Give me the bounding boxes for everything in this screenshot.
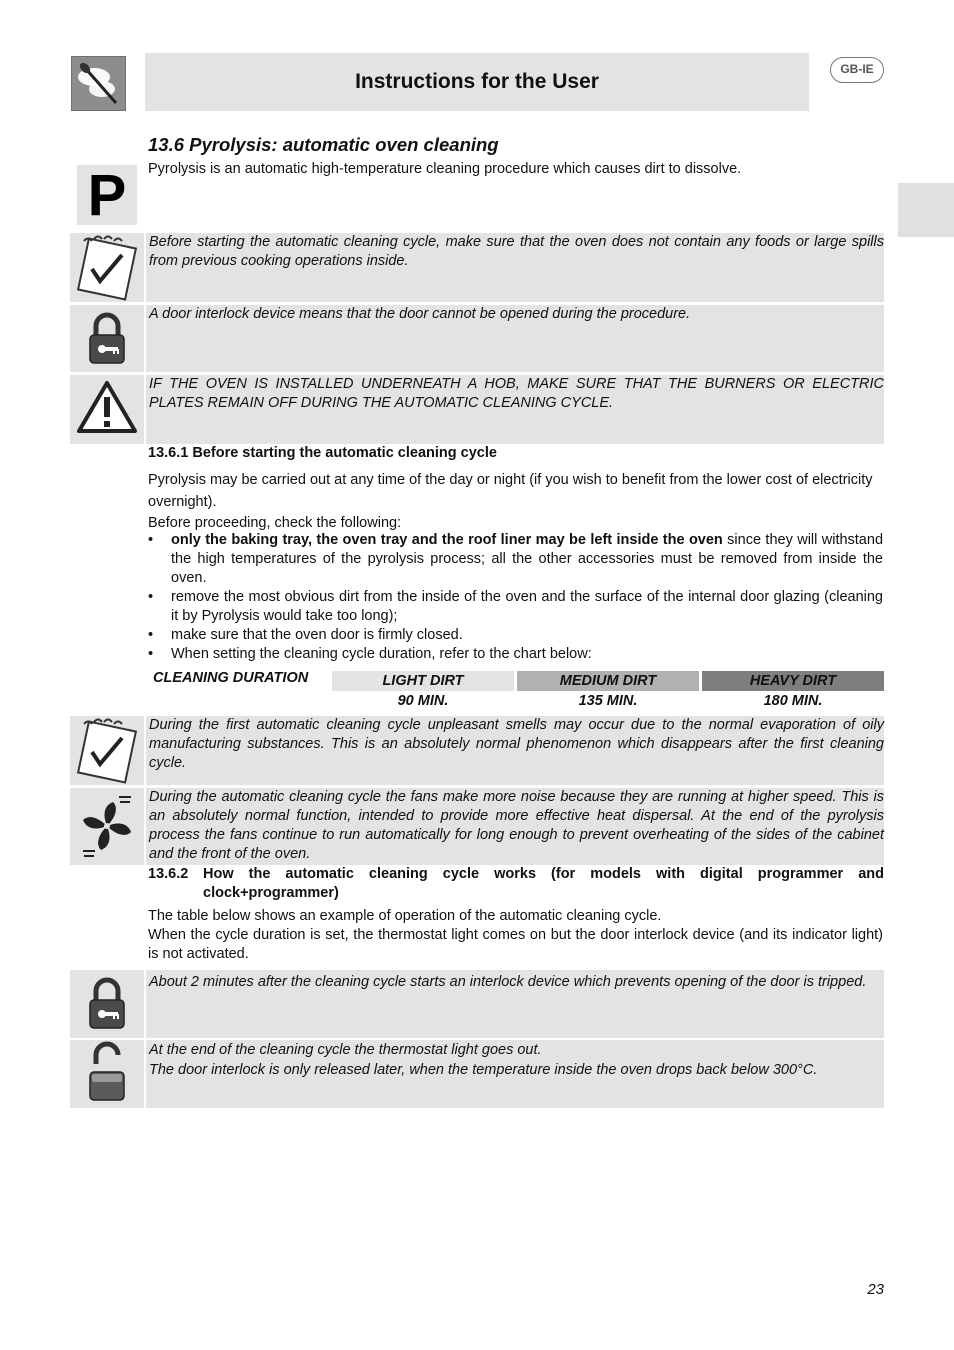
table-value-cell: 90 MIN. [397,693,449,709]
check-list [148,531,883,664]
bullet-dot: • [148,532,154,548]
note-text: The door interlock is only released later, when the temperature inside the oven drops back below 300°C. [149,1062,818,1078]
table-header-cell: MEDIUM DIRT [517,671,699,691]
list-item [148,531,883,588]
table-header-cell: LIGHT DIRT [332,671,514,691]
note-text: At the end of the cleaning cycle the thermostat light goes out. [149,1042,542,1058]
sub2-para2: When the cycle duration is set, the thermostat light comes on but the door interlock device (and its indicator light) is not activated. [148,927,883,962]
header-bar [145,53,809,111]
p-icon-letter: P [87,163,127,228]
side-tab-marker [898,183,954,237]
note-icon-cell [70,788,144,865]
page-number: 23 [867,1281,884,1298]
padlock-open-icon [70,1040,144,1108]
note-box [146,1040,884,1108]
note-icon-cell [70,233,144,302]
subsection-2-heading [148,865,884,903]
bullet-text: remove the most obvious dirt from the inside of the oven and the surface of the internal door glazing (cleaning it by Pyrolysis would take too long); [171,589,883,624]
note-box [146,375,884,444]
duration-table-label: CLEANING DURATION [153,670,309,686]
table-value-cell: 135 MIN. [578,693,638,709]
note-box [146,716,884,785]
subsection-title: 13.6.1 Before starting the automatic cleaning cycle [148,445,497,461]
note-icon-cell [70,1040,144,1108]
padlock-key-icon [70,305,144,372]
note-text: During the first automatic cleaning cycle unpleasant smells may occur due to the normal evaporation of oily manufacturing substances. This is an absolutely normal phenomenon which disappears after the first cleaning cycle. [149,717,884,771]
list-item [148,645,883,664]
region-badge: GB-IE [830,57,884,83]
section-title: 13.6 Pyrolysis: automatic oven cleaning [148,134,499,155]
list-item [148,626,883,645]
table-header-cell: HEAVY DIRT [702,671,884,691]
note-icon-cell [70,970,144,1038]
sub1-para2: Before proceeding, check the following: [148,515,402,531]
padlock-key-icon [70,970,144,1038]
bullet-dot: • [148,646,154,662]
note-box [146,788,884,865]
intro-text: Pyrolysis is an automatic high-temperature cleaning procedure which causes dirt to dissolve. [148,161,742,177]
sub2-para1: The table below shows an example of operation of the automatic cleaning cycle. [148,908,662,924]
fan-icon [70,788,144,865]
note-icon-cell [70,305,144,372]
note-icon-cell [70,716,144,785]
subsection-number: 13.6.2 [148,866,189,882]
bullet-text: make sure that the oven door is firmly closed. [171,627,463,643]
note-text: A door interlock device means that the door cannot be opened during the procedure. [149,306,691,322]
note-icon-cell [70,375,144,444]
bullet-text: When setting the cleaning cycle duration, refer to the chart below: [171,646,592,662]
warning-triangle-icon [70,375,144,444]
bullet-dot: • [148,627,154,643]
note-text: IF THE OVEN IS INSTALLED UNDERNEATH A HOB, MAKE SURE THAT THE BURNERS OR ELECTRIC PLATES REMAIN OFF DURING THE AUTOMATIC CLEANING CYCLE. [149,376,884,411]
note-box [146,305,884,372]
subsection-title: How the automatic cleaning cycle works (for models with digital programmer and clock+programmer) [203,866,884,901]
chef-spoon-icon [72,57,125,110]
note-box [146,970,884,1038]
bullet-dot: • [148,589,154,605]
bullet-bold-text: only the baking tray, the oven tray and the roof liner may be left inside the oven [171,532,723,548]
note-box [146,233,884,302]
note-text: During the automatic cleaning cycle the fans make more noise because they are running at higher speed. This is an absolutely normal function, intended to provide more effective heat dispersal. At the end of the pyrolysis process the fans continue to run automatically for long enough to prevent overheating of the sides of the cabinet and the front of the oven. [149,789,884,862]
bullet-text: since they will withstand the high temperatures of the pyrolysis process; all the other accessories must be removed from inside the oven. [171,532,884,586]
table-value-cell: 180 MIN. [763,693,823,709]
brand-logo [71,56,126,111]
sub1-para1: Pyrolysis may be carried out at any time of the day or night (if you wish to benefit from the lower cost of electricity overnight). [148,472,873,510]
pyrolysis-p-icon [77,163,137,228]
list-item [148,588,883,626]
note-text: About 2 minutes after the cleaning cycle starts an interlock device which prevents opening of the door is tripped. [149,974,867,990]
page-header-title: Instructions for the User [355,70,599,93]
note-text: Before starting the automatic cleaning cycle, make sure that the oven does not contain any foods or large spills from previous cooking operations inside. [149,234,884,269]
notepad-check-icon [70,716,144,785]
notepad-check-icon [70,233,144,302]
